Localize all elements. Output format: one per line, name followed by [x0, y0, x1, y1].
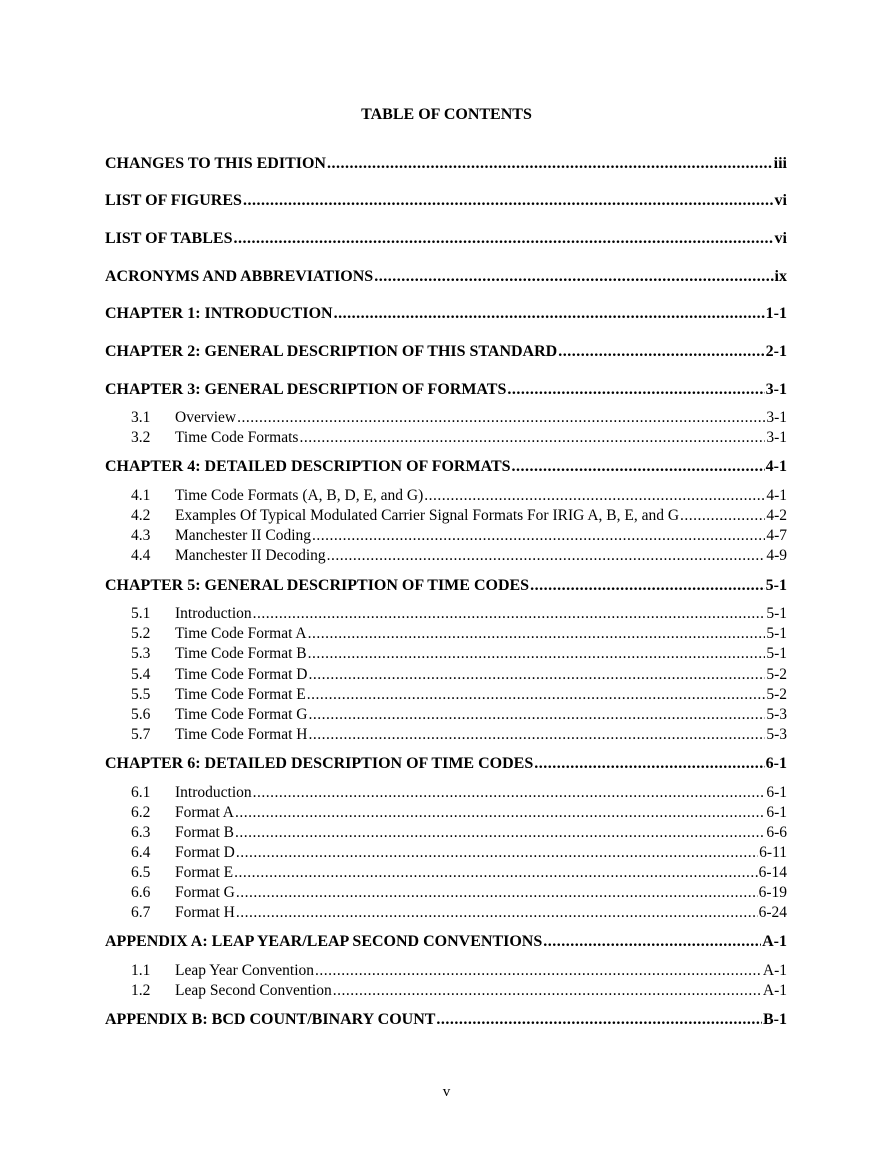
- toc-entry-title: LIST OF TABLES: [105, 230, 233, 247]
- toc-section-label: Time Code Format B: [175, 645, 307, 662]
- toc-entry-title: [131, 982, 332, 1000]
- toc-section-label: Format A: [175, 804, 234, 821]
- toc-heading-entry[interactable]: [105, 305, 787, 323]
- toc-section-entry[interactable]: [131, 804, 787, 822]
- toc-section-number: 4.3: [131, 527, 151, 544]
- toc-entry-title: [131, 487, 423, 505]
- toc-entry-title: [131, 605, 252, 623]
- toc-page-number: 4-7: [766, 527, 787, 544]
- toc-entry-title: [131, 625, 307, 643]
- toc-entry-title: [131, 706, 307, 724]
- toc-entry-title: LIST OF FIGURES: [105, 192, 242, 209]
- dot-leader: [512, 458, 765, 476]
- toc-section-label: Time Code Format D: [175, 666, 308, 683]
- toc-entry-title: [131, 726, 307, 744]
- toc-page-number: 6-19: [758, 884, 787, 901]
- toc-entry-title: CHAPTER 5: GENERAL DESCRIPTION OF TIME CODES: [105, 577, 530, 594]
- dot-leader: [507, 381, 764, 399]
- toc-section-entry[interactable]: [131, 982, 787, 1000]
- toc-section-label: Manchester II Coding: [175, 527, 312, 544]
- toc-page-number: vi: [774, 230, 787, 247]
- dot-leader: [334, 305, 765, 323]
- toc-section-number: 6.6: [131, 884, 151, 901]
- toc-section-label: Time Code Format A: [175, 625, 307, 642]
- toc-section-entry[interactable]: [131, 527, 787, 545]
- toc-section-entry[interactable]: [131, 547, 787, 565]
- toc-page-number: 4-9: [766, 547, 787, 564]
- dot-leader: [243, 192, 774, 210]
- dot-leader: [308, 645, 766, 663]
- toc-section-entry[interactable]: [131, 726, 787, 744]
- toc-page-number: 4-2: [766, 507, 787, 524]
- toc-section-label: Examples Of Typical Modulated Carrier Signal Formats For IRIG A, B, E, and G: [175, 507, 680, 524]
- dot-leader: [436, 1011, 762, 1029]
- dot-leader: [530, 577, 765, 595]
- dot-leader: [235, 804, 765, 822]
- toc-entry-title: CHAPTER 2: GENERAL DESCRIPTION OF THIS STANDARD: [105, 343, 558, 360]
- dot-leader: [308, 666, 765, 684]
- toc-heading-entry[interactable]: [105, 155, 787, 173]
- toc-page-number: 5-2: [766, 666, 787, 683]
- toc-entry-title: CHAPTER 1: INTRODUCTION: [105, 305, 333, 322]
- toc-section-entry[interactable]: [131, 409, 787, 427]
- dot-leader: [543, 933, 761, 951]
- dot-leader: [235, 824, 765, 842]
- toc-heading-entry[interactable]: [105, 230, 787, 248]
- toc-section-label: Time Code Formats: [175, 429, 299, 446]
- toc-entry-title: CHAPTER 3: GENERAL DESCRIPTION OF FORMATS: [105, 381, 507, 398]
- toc-section-label: Format H: [175, 904, 235, 921]
- toc-section-number: 6.4: [131, 844, 151, 861]
- dot-leader: [236, 844, 758, 862]
- toc-entry-title: CHANGES TO THIS EDITION: [105, 155, 326, 172]
- toc-section-number: 5.4: [131, 666, 151, 683]
- toc-entry-title: [131, 429, 298, 447]
- dot-leader: [327, 155, 773, 173]
- toc-entry-title: [131, 666, 307, 684]
- toc-section-number: 6.3: [131, 824, 151, 841]
- toc-page-number: 6-6: [766, 824, 787, 841]
- dot-leader: [236, 904, 758, 922]
- toc-heading-entry[interactable]: [105, 381, 787, 399]
- toc-section-number: 4.1: [131, 487, 151, 504]
- dot-leader: [308, 706, 765, 724]
- toc-page-number: A-1: [762, 962, 787, 979]
- toc-page-number: 6-1: [765, 755, 787, 772]
- toc-page-number: 5-3: [766, 706, 787, 723]
- toc-page-number: 3-1: [766, 409, 787, 426]
- toc-page-number: A-1: [762, 982, 787, 999]
- dot-leader: [253, 605, 766, 623]
- toc-page-number: iii: [773, 155, 787, 172]
- toc-entry-title: APPENDIX A: LEAP YEAR/LEAP SECOND CONVENTIONS: [105, 933, 543, 950]
- toc-entry-title: [131, 904, 235, 922]
- toc-section-number: 5.2: [131, 625, 151, 642]
- toc-entry-title: [131, 547, 326, 565]
- toc-entry-title: [131, 507, 679, 525]
- toc-section-label: Overview: [175, 409, 237, 426]
- toc-entry-title: [131, 409, 236, 427]
- toc-page-number: 1-1: [765, 305, 787, 322]
- toc-section-entry[interactable]: [131, 706, 787, 724]
- toc-entry-title: [131, 784, 252, 802]
- toc-section-entry[interactable]: [131, 904, 787, 922]
- dot-leader: [424, 487, 765, 505]
- toc-section-label: Introduction: [175, 784, 252, 801]
- toc-section-entry[interactable]: [131, 645, 787, 663]
- toc-heading-entry[interactable]: [105, 755, 787, 773]
- toc-page-number: 5-1: [765, 577, 787, 594]
- toc-section-entry[interactable]: [131, 844, 787, 862]
- toc-section-number: 4.2: [131, 507, 151, 524]
- toc-section-entry[interactable]: [131, 429, 787, 447]
- toc-page-number: 6-24: [758, 904, 787, 921]
- toc-section-label: Manchester II Decoding: [175, 547, 326, 564]
- toc-section-number: 1.1: [131, 962, 151, 979]
- toc-page-number: vi: [774, 192, 787, 209]
- toc-section-number: 5.7: [131, 726, 151, 743]
- toc-heading-entry[interactable]: [105, 192, 787, 210]
- dot-leader: [327, 547, 766, 565]
- dot-leader: [374, 268, 773, 286]
- toc-section-number: 1.2: [131, 982, 151, 999]
- toc-entry-title: [131, 844, 235, 862]
- toc-page-number: 2-1: [765, 343, 787, 360]
- dot-leader: [233, 230, 773, 248]
- toc-section-number: 3.1: [131, 409, 151, 426]
- toc-section-label: Format E: [175, 864, 234, 881]
- toc-section-number: 6.7: [131, 904, 151, 921]
- toc-entry-title: [131, 804, 234, 822]
- dot-leader: [234, 864, 757, 882]
- toc-entry-title: CHAPTER 6: DETAILED DESCRIPTION OF TIME CODES: [105, 755, 534, 772]
- toc-section-number: 5.3: [131, 645, 151, 662]
- toc-entry-title: ACRONYMS AND ABBREVIATIONS: [105, 268, 374, 285]
- dot-leader: [253, 784, 766, 802]
- toc-page-number: ix: [774, 268, 787, 285]
- toc-section-label: Time Code Format G: [175, 706, 308, 723]
- toc-page-number: 3-1: [765, 381, 787, 398]
- dot-leader: [333, 982, 762, 1000]
- toc-page-number: 5-1: [766, 645, 787, 662]
- toc-section-label: Format B: [175, 824, 234, 841]
- toc-section-entry[interactable]: [131, 824, 787, 842]
- toc-section-number: 3.2: [131, 429, 151, 446]
- toc-entry-title: [131, 884, 235, 902]
- toc-page-number: 5-2: [766, 686, 787, 703]
- toc-section-number: 5.1: [131, 605, 151, 622]
- toc-section-number: 5.5: [131, 686, 151, 703]
- toc-section-label: Leap Year Convention: [175, 962, 315, 979]
- dot-leader: [308, 726, 765, 744]
- toc-page-number: B-1: [763, 1011, 787, 1028]
- toc-entry-title: [131, 962, 314, 980]
- dot-leader: [307, 686, 766, 704]
- toc-page-number: 4-1: [766, 487, 787, 504]
- toc-section-entry[interactable]: [131, 884, 787, 902]
- toc-page-number: 6-14: [758, 864, 787, 881]
- toc-section-entry[interactable]: [131, 507, 787, 525]
- toc-section-number: 4.4: [131, 547, 151, 564]
- toc-section-entry[interactable]: [131, 625, 787, 643]
- toc-page-number: 3-1: [766, 429, 787, 446]
- toc-title: TABLE OF CONTENTS: [361, 106, 532, 123]
- dot-leader: [680, 507, 765, 525]
- toc-heading-entry[interactable]: [105, 343, 787, 361]
- toc-entry-title: [131, 824, 234, 842]
- toc-section-number: 5.6: [131, 706, 151, 723]
- toc-entry-title: APPENDIX B: BCD COUNT/BINARY COUNT: [105, 1011, 436, 1028]
- toc-section-entry[interactable]: [131, 784, 787, 802]
- toc-heading-entry[interactable]: [105, 458, 787, 476]
- toc-page-number: 6-1: [766, 804, 787, 821]
- toc-page-number: 5-1: [766, 625, 787, 642]
- toc-section-label: Format G: [175, 884, 235, 901]
- toc-entry-title: [131, 686, 306, 704]
- dot-leader: [299, 429, 765, 447]
- toc-section-entry[interactable]: [131, 864, 787, 882]
- toc-page-number: 6-1: [766, 784, 787, 801]
- dot-leader: [558, 343, 764, 361]
- toc-section-label: Time Code Format E: [175, 686, 306, 703]
- dot-leader: [315, 962, 762, 980]
- dot-leader: [308, 625, 766, 643]
- toc-section-label: Leap Second Convention: [175, 982, 332, 999]
- toc-section-number: 6.1: [131, 784, 151, 801]
- toc-section-label: Time Code Format H: [175, 726, 308, 743]
- toc-heading-entry[interactable]: [105, 933, 787, 951]
- toc-entry-title: [131, 645, 307, 663]
- dot-leader: [237, 409, 765, 427]
- dot-leader: [236, 884, 758, 902]
- toc-heading-entry[interactable]: [105, 1011, 787, 1029]
- toc-section-entry[interactable]: [131, 666, 787, 684]
- toc-section-label: Introduction: [175, 605, 252, 622]
- toc-entry-title: [131, 527, 311, 545]
- toc-section-label: Format D: [175, 844, 235, 861]
- toc-section-entry[interactable]: [131, 605, 787, 623]
- toc-page-number: 6-11: [759, 844, 787, 861]
- toc-entry-title: CHAPTER 4: DETAILED DESCRIPTION OF FORMATS: [105, 458, 511, 475]
- toc-heading-entry[interactable]: [105, 268, 787, 286]
- dot-leader: [312, 527, 765, 545]
- dot-leader: [534, 755, 764, 773]
- page-number: v: [442, 1084, 451, 1100]
- toc-entry-title: [131, 864, 233, 882]
- toc-section-number: 6.2: [131, 804, 151, 821]
- toc-section-label: Time Code Formats (A, B, D, E, and G): [175, 487, 424, 504]
- toc-section-entry[interactable]: [131, 962, 787, 980]
- toc-page-number: 5-1: [766, 605, 787, 622]
- toc-section-entry[interactable]: [131, 487, 787, 505]
- toc-section-number: 6.5: [131, 864, 151, 881]
- toc-page-number: A-1: [762, 933, 787, 950]
- toc-page-number: 5-3: [766, 726, 787, 743]
- toc-section-entry[interactable]: [131, 686, 787, 704]
- toc-page-number: 4-1: [765, 458, 787, 475]
- toc-heading-entry[interactable]: [105, 577, 787, 595]
